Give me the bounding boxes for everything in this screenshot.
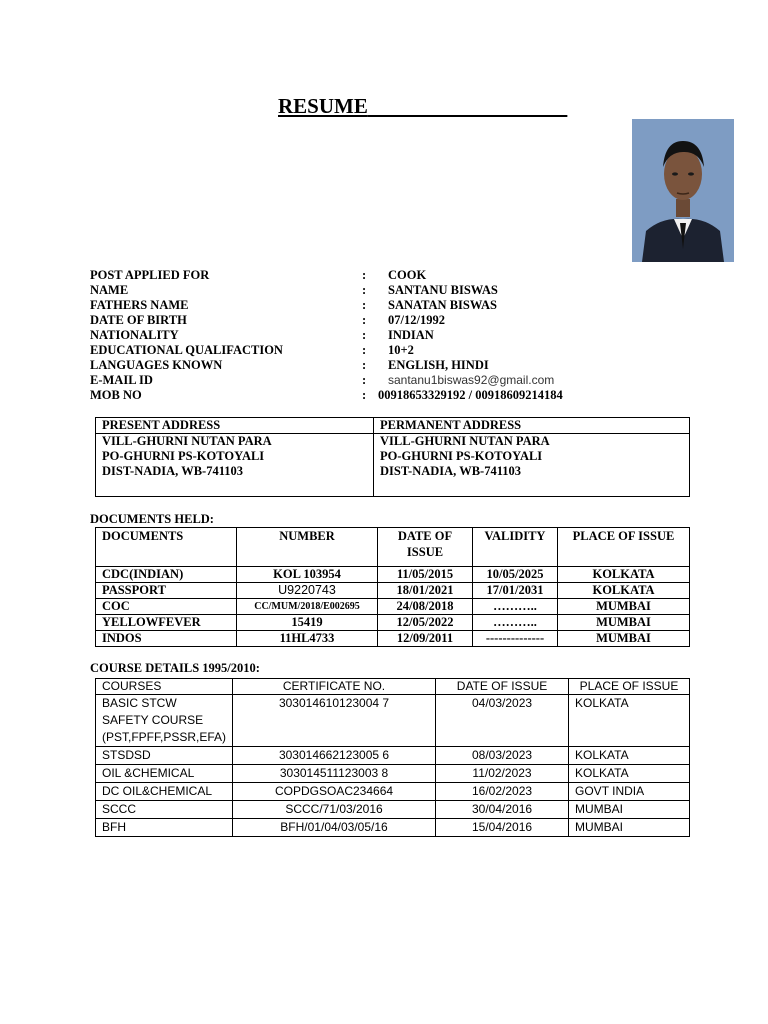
education-value: 10+2: [388, 343, 414, 357]
name-value: SANTANU BISWAS: [388, 283, 498, 297]
present-address-header: PRESENT ADDRESS: [96, 418, 374, 434]
courses-table: [95, 678, 690, 837]
table-row: YELLOWFEVER 15419 12/05/2022 ……….. MUMBAI: [96, 615, 690, 631]
table-row: COC CC/MUM/2018/E002695 24/08/2018 ……….. MUMBAI: [96, 599, 690, 615]
table-row: DC OIL&CHEMICAL COPDGSOAC234664 16/02/2023 GOVT INDIA: [96, 783, 690, 801]
table-row: BASIC STCW SAFETY COURSE (PST,FPFF,PSSR,EFA) 303014610123004 7 04/03/2023 KOLKATA: [96, 695, 690, 747]
permanent-address: VILL-GHURNI NUTAN PARA PO-GHURNI PS-KOTOYALI DIST-NADIA, WB-741103: [374, 434, 690, 497]
nationality-value: INDIAN: [388, 328, 434, 342]
table-row: STSDSD 303014662123005 6 08/03/2023 KOLKATA: [96, 747, 690, 765]
table-row: PASSPORT U9220743 18/01/2021 17/01/2031 KOLKATA: [96, 583, 690, 599]
email-value[interactable]: santanu1biswas92@gmail.com: [388, 373, 555, 387]
documents-table: [95, 527, 690, 647]
fathers-name-value: SANATAN BISWAS: [388, 298, 497, 312]
documents-section-title: DOCUMENTS HELD:: [90, 512, 214, 526]
page-title: RESUME: [278, 94, 368, 118]
languages-value: ENGLISH, HINDI: [388, 358, 489, 372]
courses-section-title: COURSE DETAILS 1995/2010:: [90, 661, 260, 675]
table-header-row: DOCUMENTS NUMBER DATE OF ISSUE VALIDITY PLACE OF ISSUE: [96, 528, 690, 567]
table-row: CDC(INDIAN) KOL 103954 11/05/2015 10/05/2025 KOLKATA: [96, 567, 690, 583]
table-row: SCCC SCCC/71/03/2016 30/04/2016 MUMBAI: [96, 801, 690, 819]
permanent-address-header: PERMANENT ADDRESS: [374, 418, 690, 434]
table-row: OIL &CHEMICAL 303014511123003 8 11/02/2023 KOLKATA: [96, 765, 690, 783]
present-address: VILL-GHURNI NUTAN PARA PO-GHURNI PS-KOTOYALI DIST-NADIA, WB-741103: [96, 434, 374, 497]
dob-value: 07/12/1992: [388, 313, 445, 327]
table-row: BFH BFH/01/04/03/05/16 15/04/2016 MUMBAI: [96, 819, 690, 837]
address-table: [95, 417, 690, 497]
table-row: INDOS 11HL4733 12/09/2011 -------------- MUMBAI: [96, 631, 690, 647]
table-header-row: COURSES CERTIFICATE NO. DATE OF ISSUE PLACE OF ISSUE: [96, 679, 690, 695]
post-applied-value: COOK: [388, 268, 427, 282]
profile-photo: [632, 119, 734, 262]
phone-value: 00918653329192 / 00918609214184: [378, 388, 563, 402]
